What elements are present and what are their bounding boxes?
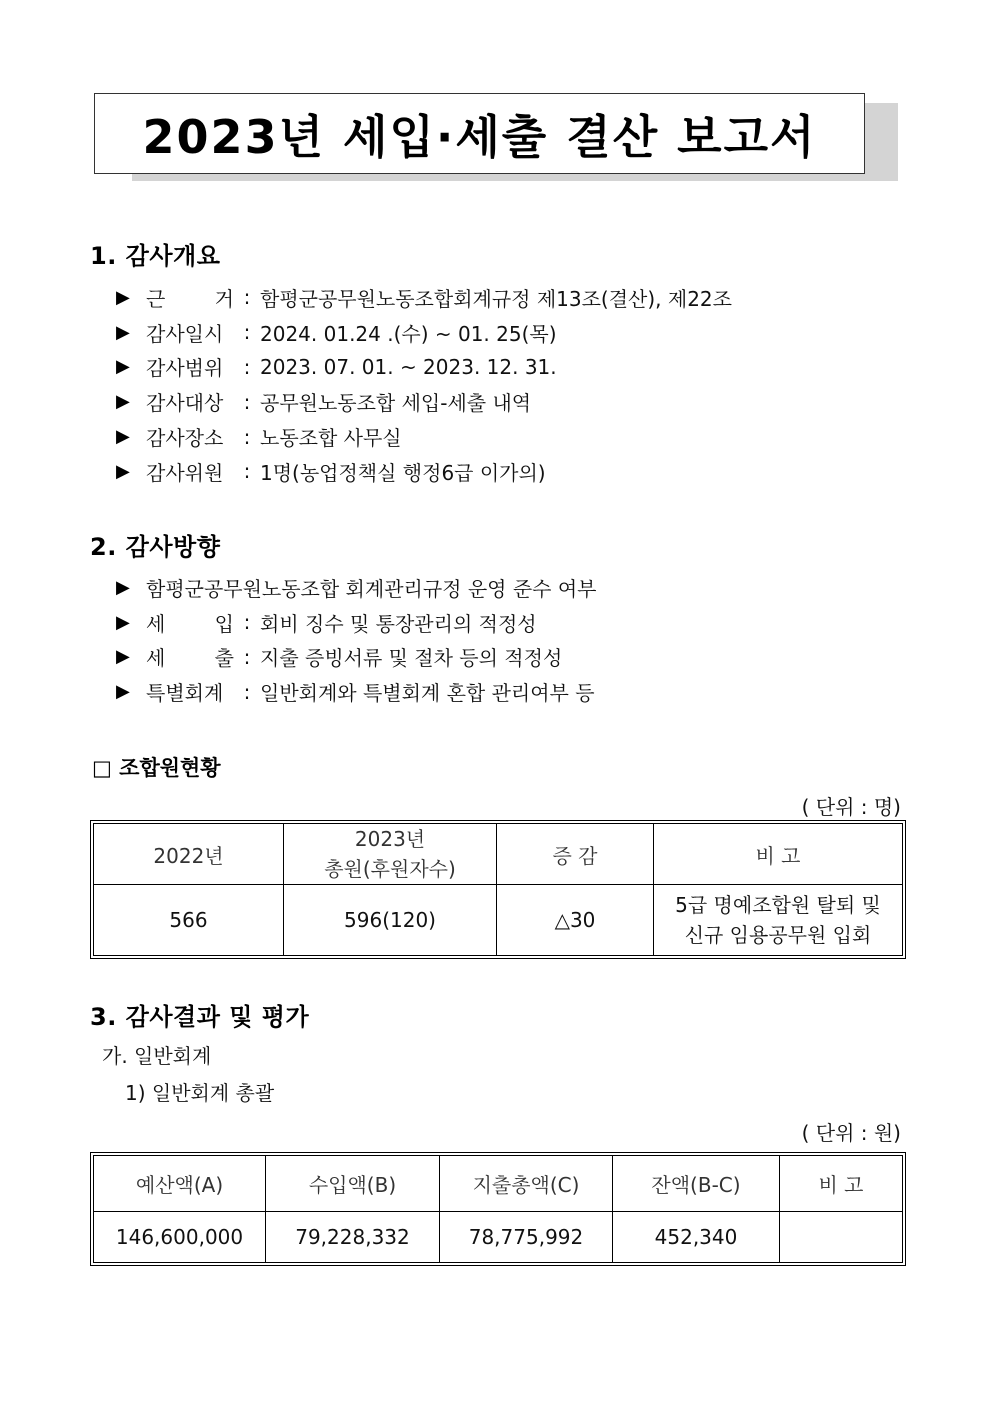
header-budget: 예산액(A) xyxy=(94,1156,266,1212)
members-table xyxy=(90,820,906,959)
item-label: 세 입 xyxy=(146,611,234,636)
item-label: 감사범위 xyxy=(146,356,224,381)
general-account-table xyxy=(90,1152,906,1266)
section3-subsubheading: 1) 일반회계 총괄 xyxy=(125,1081,275,1105)
list-item: ▶ 감사위원 : 1명(농업정책실 행정6급 이가의) xyxy=(116,454,732,489)
item-label: 감사대상 xyxy=(146,391,224,416)
members-heading: □ 조합원현황 xyxy=(92,756,221,780)
item-label: 감사장소 xyxy=(146,426,224,451)
item-label: 감사일시 xyxy=(146,321,224,346)
bullet-arrow-icon: ▶ xyxy=(116,391,130,413)
item-value: 공무원노동조합 세입-세출 내역 xyxy=(260,391,532,416)
list-item: ▶ 감사대상 : 공무원노동조합 세입-세출 내역 xyxy=(116,384,732,419)
section3-subheading: 가. 일반회계 xyxy=(102,1044,212,1068)
list-item: ▶ 감사일시 : 2024. 01.24 .(수) ~ 01. 25(목) xyxy=(116,315,732,350)
bullet-arrow-icon: ▶ xyxy=(116,576,130,598)
item-value: 지출 증빙서류 및 절차 등의 적정성 xyxy=(260,646,563,671)
title-banner xyxy=(94,93,898,181)
bullet-arrow-icon: ▶ xyxy=(116,286,130,308)
members-unit: ( 단위 : 명) xyxy=(801,795,901,819)
header-income: 수입액(B) xyxy=(266,1156,440,1212)
cell-expenditure: 78,775,992 xyxy=(440,1212,613,1263)
members-header-2023 xyxy=(284,824,497,885)
general-unit: ( 단위 : 원) xyxy=(801,1121,901,1145)
header-line: 총원(후원자수) xyxy=(324,857,456,881)
item-label: 세 출 xyxy=(146,646,234,671)
list-item: ▶ 특별회계 : 일반회계와 특별회계 혼합 관리여부 등 xyxy=(116,674,596,709)
note-line: 5급 명예조합원 탈퇴 및 xyxy=(675,893,881,917)
section1-list xyxy=(116,280,732,489)
cell-note xyxy=(780,1212,903,1263)
bullet-arrow-icon: ▶ xyxy=(116,611,130,633)
bullet-arrow-icon: ▶ xyxy=(116,646,130,668)
bullet-arrow-icon: ▶ xyxy=(116,460,130,482)
item-label: 감사위원 xyxy=(146,460,224,485)
cell-balance: 452,340 xyxy=(613,1212,780,1263)
item-value: 1명(농업정책실 행정6급 이가의) xyxy=(260,460,546,485)
section2-list xyxy=(116,570,596,709)
members-cell-2022: 566 xyxy=(94,885,284,956)
item-value: 2024. 01.24 .(수) ~ 01. 25(목) xyxy=(260,321,557,346)
item-label: 근 거 xyxy=(146,286,234,311)
bullet-arrow-icon: ▶ xyxy=(116,426,130,448)
list-item: ▶ 근 거 : 함평군공무원노동조합회계규정 제13조(결산), 제22조 xyxy=(116,280,732,315)
section1-heading: 1. 감사개요 xyxy=(90,242,221,270)
list-item: ▶ 감사범위 : 2023. 07. 01. ~ 2023. 12. 31. xyxy=(116,350,732,385)
list-item xyxy=(116,570,596,605)
section2-heading: 2. 감사방향 xyxy=(90,533,221,561)
bullet-arrow-icon: ▶ xyxy=(116,681,130,703)
section3-heading: 3. 감사결과 및 평가 xyxy=(90,1003,310,1031)
cell-income: 79,228,332 xyxy=(266,1212,440,1263)
list-item: ▶ 세 출 : 지출 증빙서류 및 절차 등의 적정성 xyxy=(116,640,596,675)
members-cell-note xyxy=(654,885,903,956)
document-title: 2023년 세입·세출 결산 보고서 xyxy=(142,109,817,164)
item-value: 회비 징수 및 통장관리의 적정성 xyxy=(260,611,537,636)
header-expenditure: 지출총액(C) xyxy=(440,1156,613,1212)
bullet-arrow-icon: ▶ xyxy=(116,321,130,343)
members-header-2022: 2022년 xyxy=(94,824,284,885)
item-label: 특별회계 xyxy=(146,681,224,706)
members-header-change: 증 감 xyxy=(497,824,654,885)
members-cell-2023: 596(120) xyxy=(284,885,497,956)
cell-budget: 146,600,000 xyxy=(94,1212,266,1263)
members-header-note: 비 고 xyxy=(654,824,903,885)
item-text: 함평군공무원노동조합 회계관리규정 운영 준수 여부 xyxy=(146,576,597,601)
members-cell-change: △30 xyxy=(497,885,654,956)
item-value: 2023. 07. 01. ~ 2023. 12. 31. xyxy=(260,354,557,379)
note-line: 신규 임용공무원 입회 xyxy=(684,923,872,947)
header-line: 2023년 xyxy=(354,827,426,851)
item-value: 함평군공무원노동조합회계규정 제13조(결산), 제22조 xyxy=(260,286,732,311)
header-note: 비 고 xyxy=(780,1156,903,1212)
list-item: ▶ 감사장소 : 노동조합 사무실 xyxy=(116,419,732,454)
title-box xyxy=(94,93,865,174)
bullet-arrow-icon: ▶ xyxy=(116,356,130,378)
list-item: ▶ 세 입 : 회비 징수 및 통장관리의 적정성 xyxy=(116,605,596,640)
item-value: 노동조합 사무실 xyxy=(260,426,402,451)
item-value: 일반회계와 특별회계 혼합 관리여부 등 xyxy=(260,681,595,706)
header-balance: 잔액(B-C) xyxy=(613,1156,780,1212)
